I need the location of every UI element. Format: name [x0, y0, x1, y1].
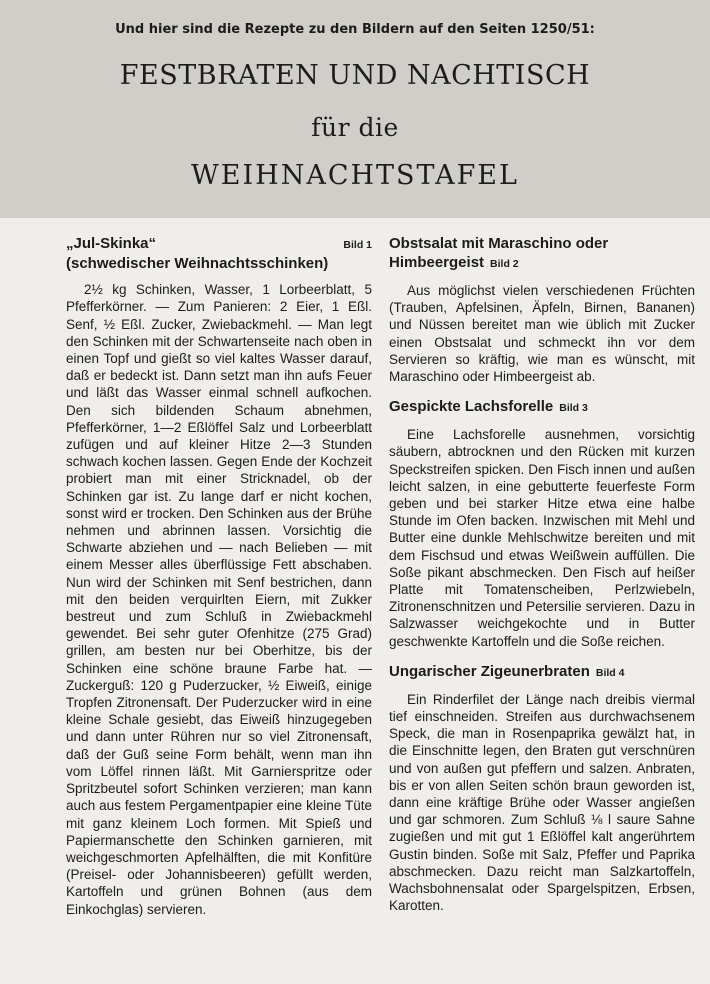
page-title-line-2: für die — [311, 113, 399, 142]
recipe-title: Obstsalat mit Maraschino oder Himbeergeist — [389, 235, 609, 271]
figure-reference: Bild 3 — [559, 402, 588, 415]
recipe-subtitle: (schwedischer Weihnachtsschinken) — [66, 255, 329, 273]
recipe-heading — [389, 397, 695, 418]
intro-line: Und hier sind die Rezepte zu den Bildern auf den Seiten 1250/51: — [115, 22, 595, 37]
recipe-lachsforelle — [389, 397, 695, 650]
figure-reference: Bild 2 — [490, 258, 519, 270]
page-header — [0, 0, 710, 218]
recipe-text: Ein Rinderfilet der Länge nach dreibis viermal tief einschneiden. Streifen aus durchwachsenem Speck, die man in Rosenpaprika gewälzt hat, in die Einschnitte legen, den Braten gut verschnüren und von außen gut pfeffern und salzen. Anbraten, bis er von allen Seiten schön braun geworden ist, dann eine kräftige Brühe oder Wasser angießen und gar schmoren. Zum Schluß ⅛ l saure Sahne zugießen und mit gut 1 Eßlöffel kalt angerührtem Gustin binden. Soße mit Salz, Pfeffer und Paprika abschmecken. Dazu reicht man Salzkartoffeln, Wachsbohnensalat oder Spargelspitzen, Erbsen, Karotten. — [389, 691, 695, 914]
recipe-jul-skinka — [66, 234, 372, 918]
left-column — [66, 234, 372, 976]
figure-reference: Bild 1 — [343, 239, 372, 251]
recipe-text: 2½ kg Schinken, Wasser, 1 Lorbeerblatt, 5 Pfefferkörner. — Zum Panieren: 2 Eier, 1 Eßl. Senf, ½ Eßl. Zucker, Zwiebackmehl. — Man legt den Schinken mit der Schwartenseite nach oben in einen Topf und gießt so viel kaltes Wasser darauf, daß er bedeckt ist. Dann setzt man ihn aufs Feuer und läßt das Wasser einmal schnell aufkochen. Den sich bildenden Schaum abnehmen, Pfefferkörner, 1—2 Eßlöffel Salz und Lorbeerblatt zufügen und auf kleiner Hitze 2—3 Stunden schwach kochen lassen. Gegen Ende der Kochzeit probiert man mit einer Stricknadel, ob der Schinken gar ist. Zu lange darf er nicht kochen, sonst wird er trocken. Den Schinken aus der Brühe nehmen und abrinnen lassen. Vorsichtig die Schwarte abziehen und — nach Belieben — mit einem Messer alles überflüssige Fett abschaben. Nun wird der Schinken mit Senf bestrichen, dann mit den beiden verquirlten Eiern, mit Zukker bestreut und zum Schluß in Zwiebackmehl gewendet. Bei sehr guter Ofenhitze (275 Grad) grillen, am besten nur bei Oberhitze, bis der Schinken eine schöne braune Farbe hat. — Zuckerguß: 120 g Puderzucker, ½ Eiweiß, einige Tropfen Zitronensaft. Der Puderzucker wird in eine kleine Schale gesiebt, das Eiweiß hinzugegeben und dann unter Rühren nur so viel Zitronensaft, daß der Guß seine Form behält, wenn man ihn vom Löffel rinnen läßt. Mit Garnierspritze oder Spritzbeutel sofort Schinken verzieren; man kann auch aus festem Pergamentpapier eine kleine Tüte mit ganz kleinem Loch formen. Mit Spieß und Papiermanschette den Schinken garnieren, mit weichgeschmorten Apfelhälften, die mit Konfitüre (Preisel- oder Johannisbeeren) gefüllt werden, Kartoffeln und grünen Bohnen (aus dem Einkochglas) servieren. — [66, 282, 372, 917]
recipe-obstsalat — [389, 234, 695, 385]
recipe-title: „Jul-Skinka“ — [66, 235, 157, 252]
page-title-line-1: FESTBRATEN UND NACHTISCH — [119, 60, 591, 91]
page-title-line-3: WEIHNACHTSTAFEL — [191, 160, 519, 191]
recipe-title: Gespickte Lachsforelle — [389, 398, 554, 416]
right-column — [389, 234, 695, 976]
recipe-heading — [389, 234, 695, 274]
recipe-heading — [389, 662, 695, 683]
recipe-title: Ungarischer Zigeunerbraten — [389, 662, 590, 680]
recipe-text: Eine Lachsforelle ausnehmen, vorsichtig säubern, abtrocknen und den Rücken mit kurzen Speckstreifen spicken. Den Fisch innen und außen leicht salzen, in eine gebutterte feuerfeste Form geben und bei starker Hitze etwa eine halbe Stunde im Ofen backen. Inzwischen mit Mehl und Butter eine dunkle Mehlschwitze bereiten und mit dem Fischsud und etwas Weißwein auffüllen. Die Soße pikant abschmecken. Den Fisch auf heißer Platte mit Tomatenscheiben, Perlzwiebeln, Zitronenschnitzen und Petersilie servieren. Dazu in Salzwasser weichgekochte und in Butter geschwenkte Kartoffeln und die Soße reichen. — [389, 427, 695, 649]
recipe-zigeunerbraten — [389, 662, 695, 915]
recipe-text: Aus möglichst vielen verschiedenen Früchten (Trauben, Apfelsinen, Äpfeln, Birnen, Bananen) und Nüssen bereitet man wie üblich mit Zucker einen Obstsalat und schmeckt ihn vor dem Servieren so kräftig, wie man es wünscht, mit Maraschino oder Himbeergeist ab. — [389, 283, 695, 385]
figure-reference: Bild 4 — [595, 666, 625, 679]
recipe-heading-row — [66, 234, 372, 254]
